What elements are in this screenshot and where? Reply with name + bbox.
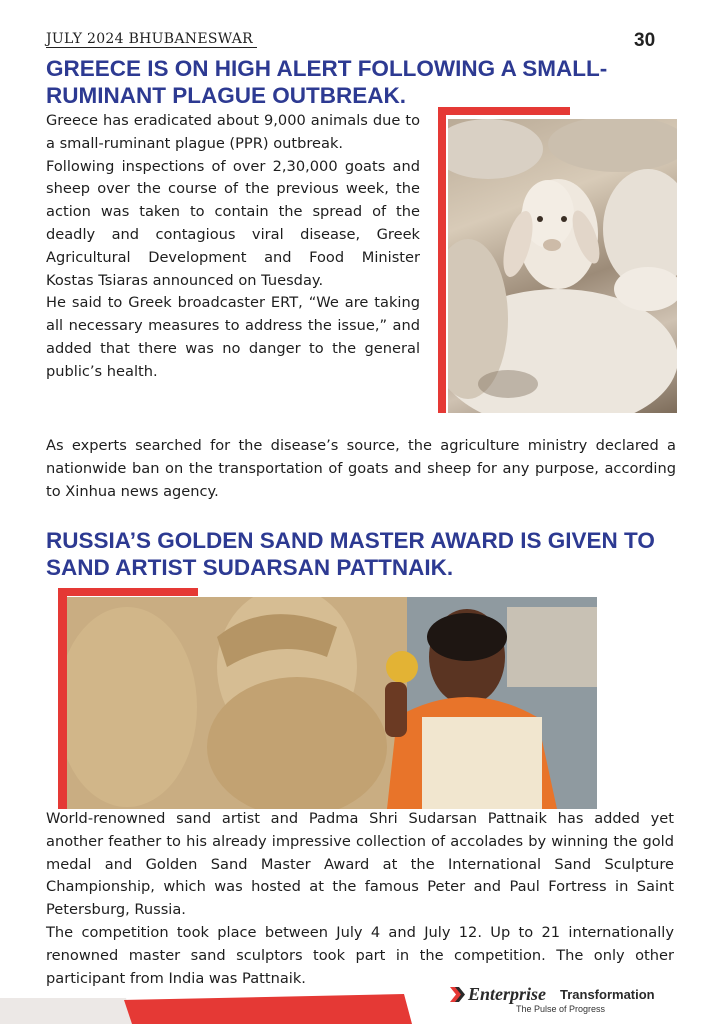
- article-1-paragraph: Greece has eradicated about 9,000 animals due to a small-ruminant plague (PPR) outbreak.: [46, 112, 420, 152]
- article-2-body: [46, 808, 674, 990]
- brand-tagline: The Pulse of Progress: [516, 1004, 606, 1014]
- brand-word-transformation: Transformation: [560, 987, 655, 1002]
- photo-1-accent-top: [438, 107, 570, 115]
- brand-word-enterprise: Enterprise: [468, 984, 547, 1004]
- sand-sculpture-photo: [67, 597, 597, 809]
- article-2-headline: RUSSIA’S GOLDEN SAND MASTER AWARD IS GIVEN TO SAND ARTIST SUDARSAN PATTNAIK.: [46, 528, 655, 580]
- article-1-body: [46, 110, 420, 384]
- article-1-paragraph: He said to Greek broadcaster ERT, “We are taking all necessary measures to address the issue,” and added that there was no danger to the general public’s health.: [46, 294, 420, 380]
- enterprise-chevron-logo-icon: [450, 987, 466, 1002]
- article-2-paragraph: World-renowned sand artist and Padma Shri Sudarsan Pattnaik has added yet another feather to his already impressive collection of accolades by winning the gold medal and Golden Sand Master Award at the International Sand Sculpture Championship, which was hosted at the famous Peter and Paul Fortress in Saint Petersburg, Russia.: [46, 810, 674, 919]
- article-1-headline: GREECE IS ON HIGH ALERT FOLLOWING A SMALL-RUMINANT PLAGUE OUTBREAK.: [46, 56, 608, 108]
- issue-date-location: JULY 2024 BHUBANESWAR: [46, 32, 257, 48]
- page-number: 30: [634, 30, 656, 51]
- article-2-paragraph: The competition took place between July 4 and July 12. Up to 21 internationally renowned master sand sculptors took part in the competition. The only other participant from India was Pattnaik.: [46, 923, 674, 987]
- sheep-photo: [448, 119, 677, 413]
- article-1-closing-paragraph: As experts searched for the disease’s source, the agriculture ministry declared a nationwide ban on the transportation of goats and sheep for any purpose, according to Xinhua news agency.: [46, 437, 676, 500]
- photo-2-accent-top: [58, 588, 198, 596]
- photo-1-accent-left: [438, 107, 446, 413]
- article-1-paragraph: Following inspections of over 2,30,000 goats and sheep over the course of the previous week, the action was taken to contain the spread of the deadly and contagious viral disease, Greek Agricultural Development and Food Minister Kostas Tsiaras announced on Tuesday.: [46, 157, 420, 289]
- photo-2-accent-left: [58, 588, 67, 809]
